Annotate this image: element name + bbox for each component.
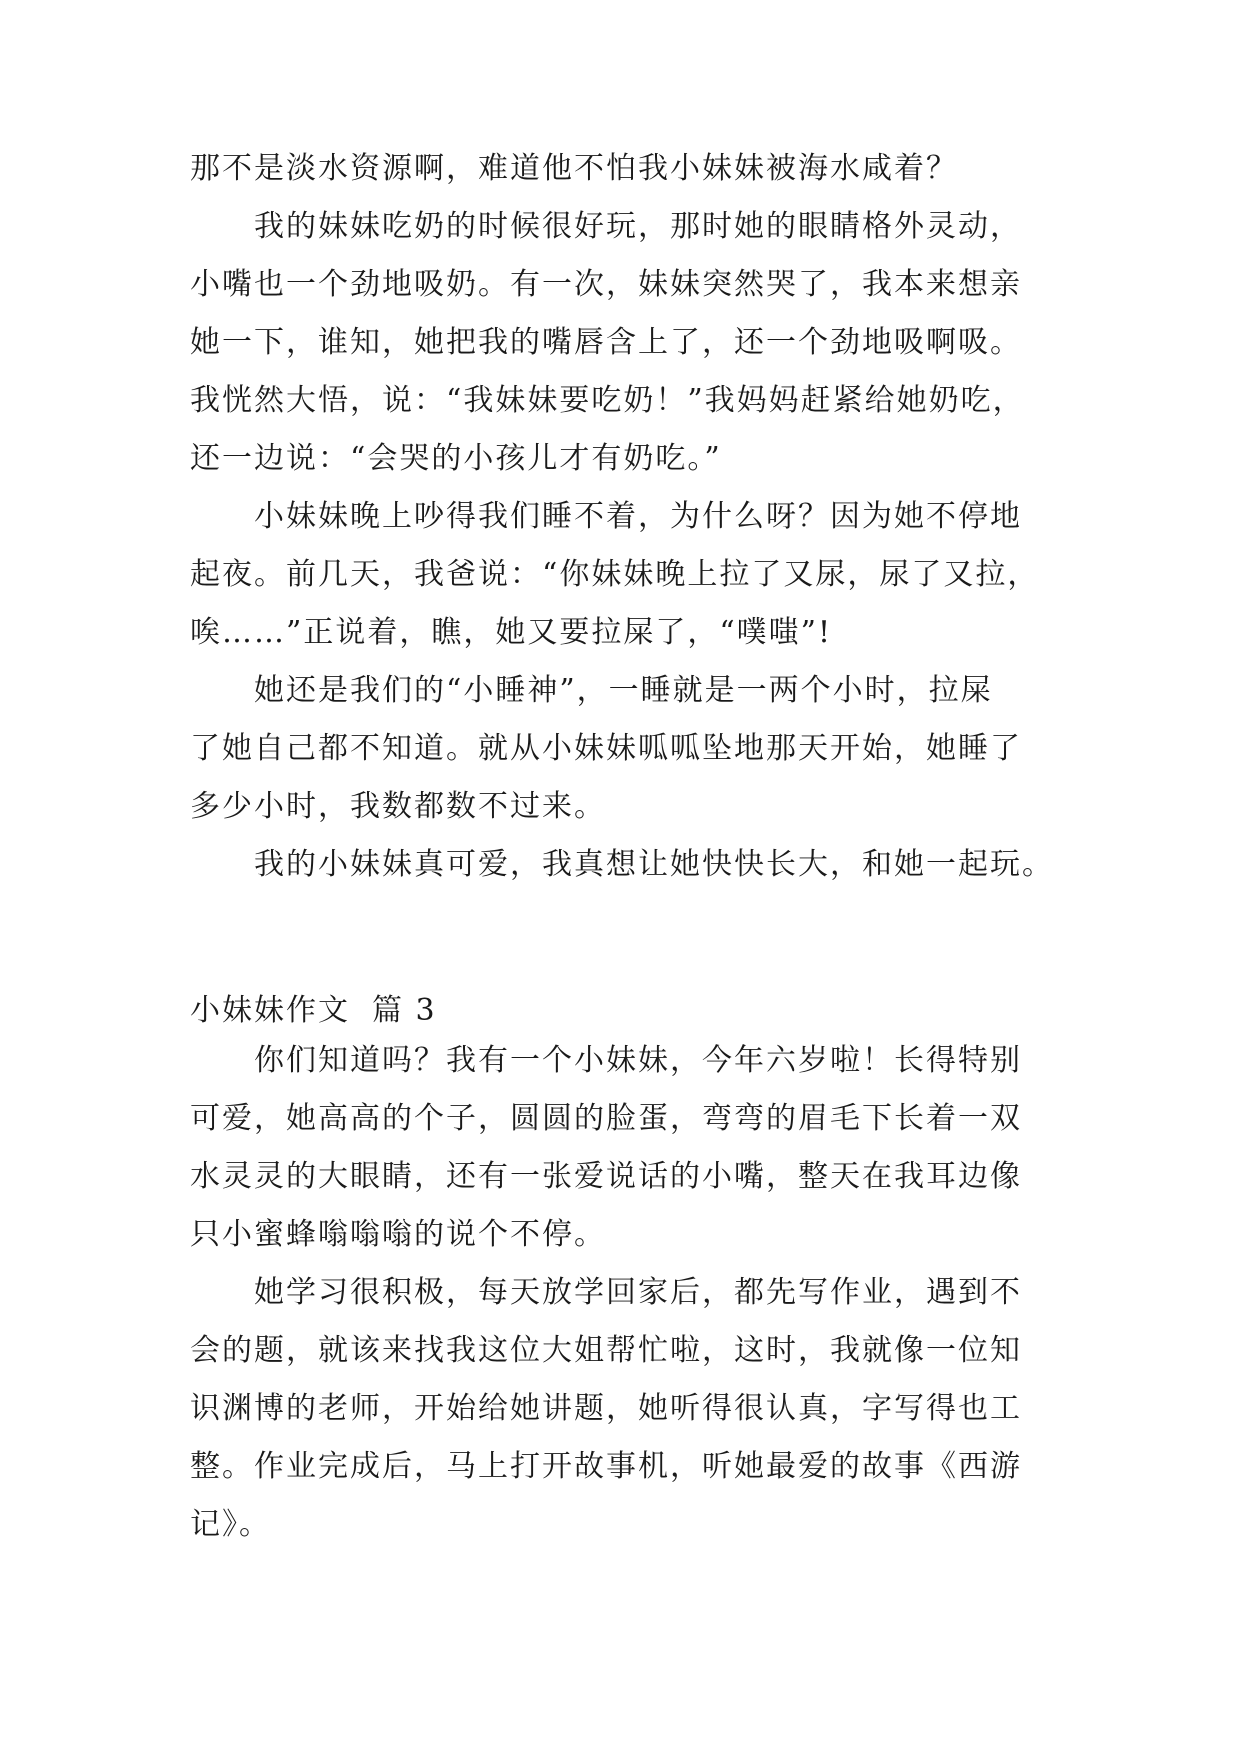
text-line: 只小蜜蜂嗡嗡嗡的说个不停。 bbox=[190, 1217, 606, 1252]
section-label: 篇 3 bbox=[372, 993, 437, 1028]
text-line: 我的小妹妹真可爱，我真想让她快快长大，和她一起玩。 bbox=[254, 847, 1054, 882]
section-3-body bbox=[190, 1032, 1070, 1554]
section-title: 小妹妹作文 bbox=[190, 993, 350, 1028]
text-line: 我恍然大悟，说：“我妹妹要吃奶！”我妈妈赶紧给她奶吃， bbox=[190, 383, 1025, 418]
text-line: 水灵灵的大眼睛，还有一张爱说话的小嘴，整天在我耳边像 bbox=[190, 1159, 1022, 1194]
text-line: 那不是淡水资源啊，难道他不怕我小妹妹被海水咸着？ bbox=[190, 151, 958, 186]
text-line: 识渊博的老师，开始给她讲题，她听得很认真，字写得也工 bbox=[190, 1391, 1022, 1426]
text-line: 记》。 bbox=[190, 1507, 271, 1542]
text-line: 我的妹妹吃奶的时候很好玩，那时她的眼睛格外灵动， bbox=[254, 209, 1022, 244]
text-line: 可爱，她高高的个子，圆圆的脸蛋，弯弯的眉毛下长着一双 bbox=[190, 1101, 1022, 1136]
text-line: 小嘴也一个劲地吸奶。有一次，妹妹突然哭了，我本来想亲 bbox=[190, 267, 1022, 302]
text-line: 起夜。前几天，我爸说：“你妹妹晚上拉了又尿，尿了又拉， bbox=[190, 557, 1040, 592]
text-line: 她一下，谁知，她把我的嘴唇含上了，还一个劲地吸啊吸。 bbox=[190, 325, 1022, 360]
text-line: 唉……”正说着，瞧，她又要拉屎了，“噗嗤”! bbox=[190, 615, 833, 650]
text-line: 还一边说：“会哭的小孩儿才有奶吃。” bbox=[190, 441, 722, 476]
text-line: 会的题，就该来找我这位大姐帮忙啦，这时，我就像一位知 bbox=[190, 1333, 1022, 1368]
text-line: 你们知道吗？我有一个小妹妹，今年六岁啦！长得特别 bbox=[254, 1043, 1022, 1078]
text-line: 她还是我们的“小睡神”，一睡就是一两个小时，拉屎 bbox=[254, 673, 993, 708]
text-line: 多少小时，我数都数不过来。 bbox=[190, 789, 606, 824]
section-heading bbox=[190, 985, 437, 1029]
text-line: 她学习很积极，每天放学回家后，都先写作业，遇到不 bbox=[254, 1275, 1022, 1310]
text-line: 了她自己都不知道。就从小妹妹呱呱坠地那天开始，她睡了 bbox=[190, 731, 1022, 766]
previous-section-body bbox=[190, 140, 1070, 894]
text-line: 整。作业完成后，马上打开故事机，听她最爱的故事《西游 bbox=[190, 1449, 1022, 1484]
text-line: 小妹妹晚上吵得我们睡不着，为什么呀？因为她不停地 bbox=[254, 499, 1022, 534]
